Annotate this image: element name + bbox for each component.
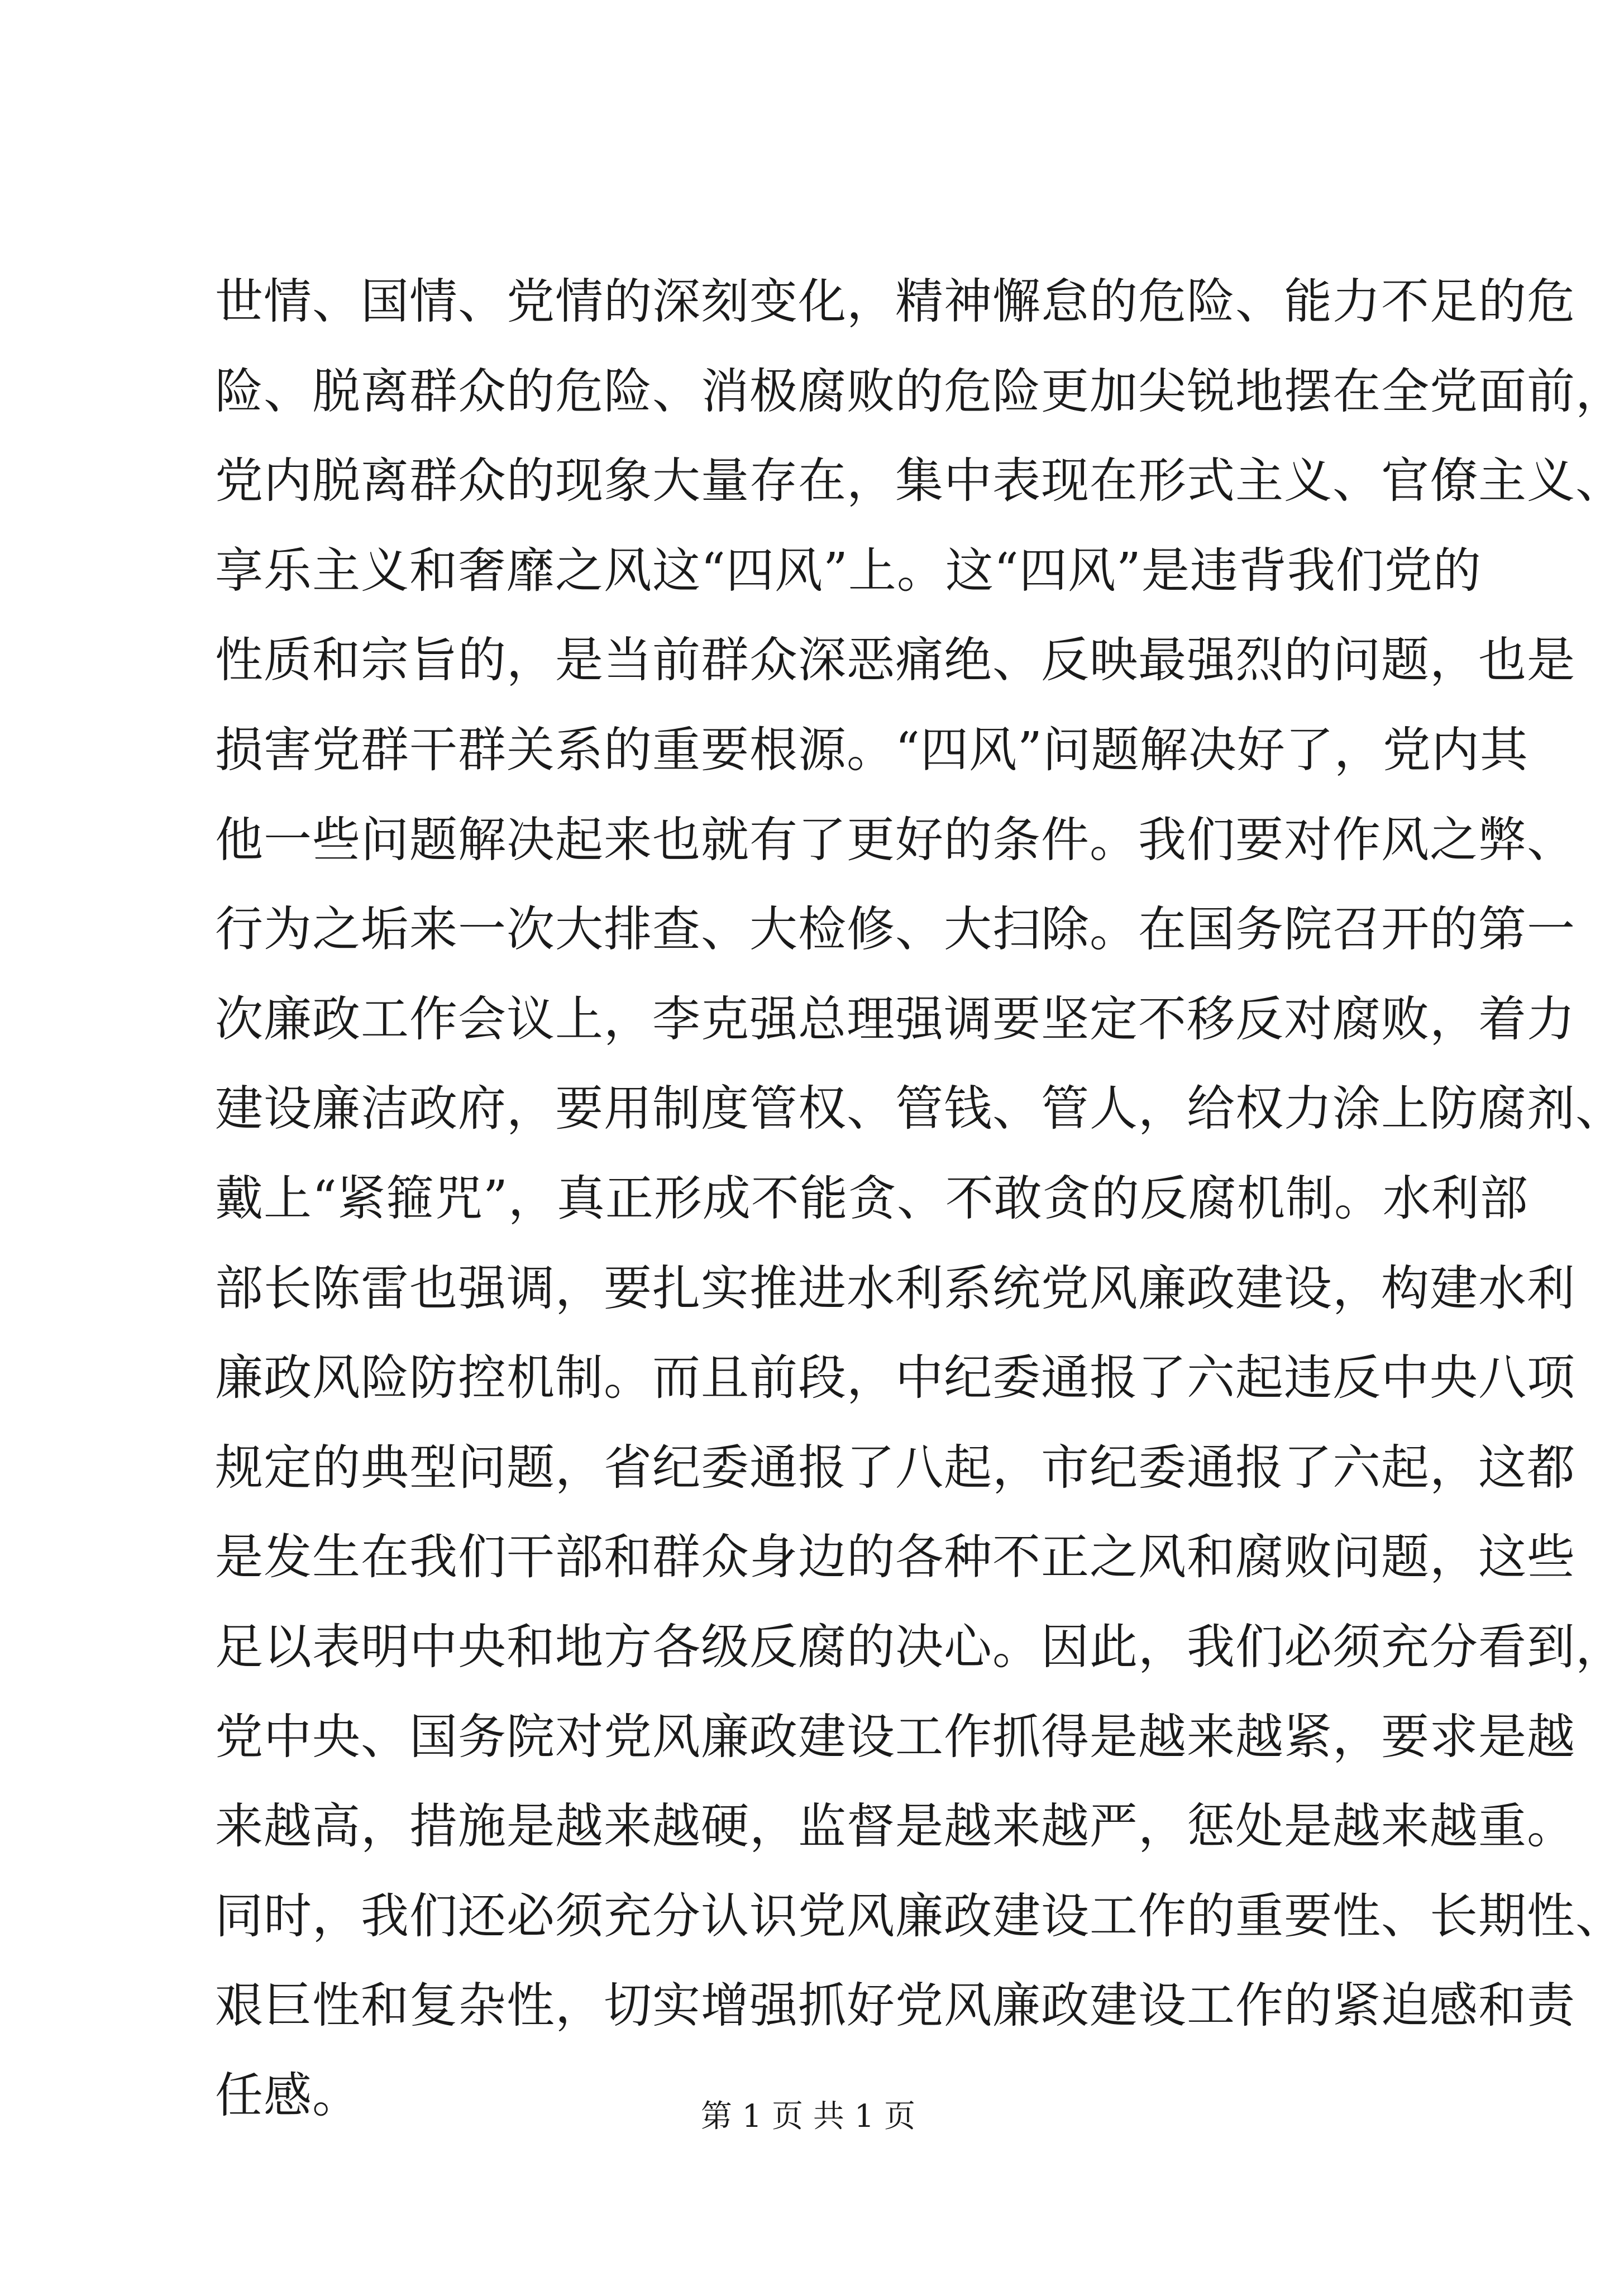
page-number-footer: 第 1 页 共 1 页	[700, 2098, 916, 2135]
paragraph-line: 建设廉洁政府，要用制度管权、管钱、管人，给权力涂上防腐剂、	[215, 1081, 1624, 1137]
paragraph-line: 他一些问题解决起来也就有了更好的条件。我们要对作风之弊、	[215, 812, 1575, 868]
paragraph-line: 同时，我们还必须充分认识党风廉政建设工作的重要性、长期性、	[215, 1888, 1624, 1944]
paragraph-line: 戴上“紧箍咒”，真正形成不能贪、不敢贪的反腐机制。水利部	[215, 1170, 1529, 1226]
paragraph-line: 损害党群干群关系的重要根源。“四风”问题解决好了，党内其	[215, 722, 1529, 778]
paragraph-line: 行为之垢来一次大排查、大检修、大扫除。在国务院召开的第一	[215, 901, 1575, 958]
paragraph-line: 足以表明中央和地方各级反腐的决心。因此，我们必须充分看到，	[215, 1619, 1624, 1675]
paragraph-line: 世情、国情、党情的深刻变化，精神懈怠的危险、能力不足的危	[215, 274, 1575, 330]
paragraph-line: 部长陈雷也强调，要扎实推进水利系统党风廉政建设，构建水利	[215, 1260, 1575, 1316]
paragraph-line: 险、脱离群众的危险、消极腐败的危险更加尖锐地摆在全党面前，	[215, 363, 1624, 419]
paragraph-line: 任感。	[215, 2067, 361, 2123]
paragraph-line: 艰巨性和复杂性，切实增强抓好党风廉政建设工作的紧迫感和责	[215, 1978, 1575, 2034]
paragraph-line: 廉政风险防控机制。而且前段，中纪委通报了六起违反中央八项	[215, 1350, 1575, 1406]
paragraph-line: 是发生在我们干部和群众身边的各种不正之风和腐败问题，这些	[215, 1529, 1575, 1586]
paragraph-line: 次廉政工作会议上，李克强总理强调要坚定不移反对腐败，着力	[215, 991, 1575, 1047]
paragraph-line: 党内脱离群众的现象大量存在，集中表现在形式主义、官僚主义、	[215, 453, 1624, 509]
paragraph-line: 性质和宗旨的，是当前群众深恶痛绝、反映最强烈的问题，也是	[215, 632, 1575, 689]
paragraph-line: 享乐主义和奢靡之风这“四风”上。这“四风”是违背我们党的	[215, 542, 1482, 599]
paragraph-line: 党中央、国务院对党风廉政建设工作抓得是越来越紧，要求是越	[215, 1708, 1575, 1765]
body-paragraph	[215, 257, 1624, 2140]
paragraph-line: 规定的典型问题，省纪委通报了八起，市纪委通报了六起，这都	[215, 1439, 1575, 1496]
paragraph-line: 来越高，措施是越来越硬，监督是越来越严，惩处是越来越重。	[215, 1798, 1575, 1855]
